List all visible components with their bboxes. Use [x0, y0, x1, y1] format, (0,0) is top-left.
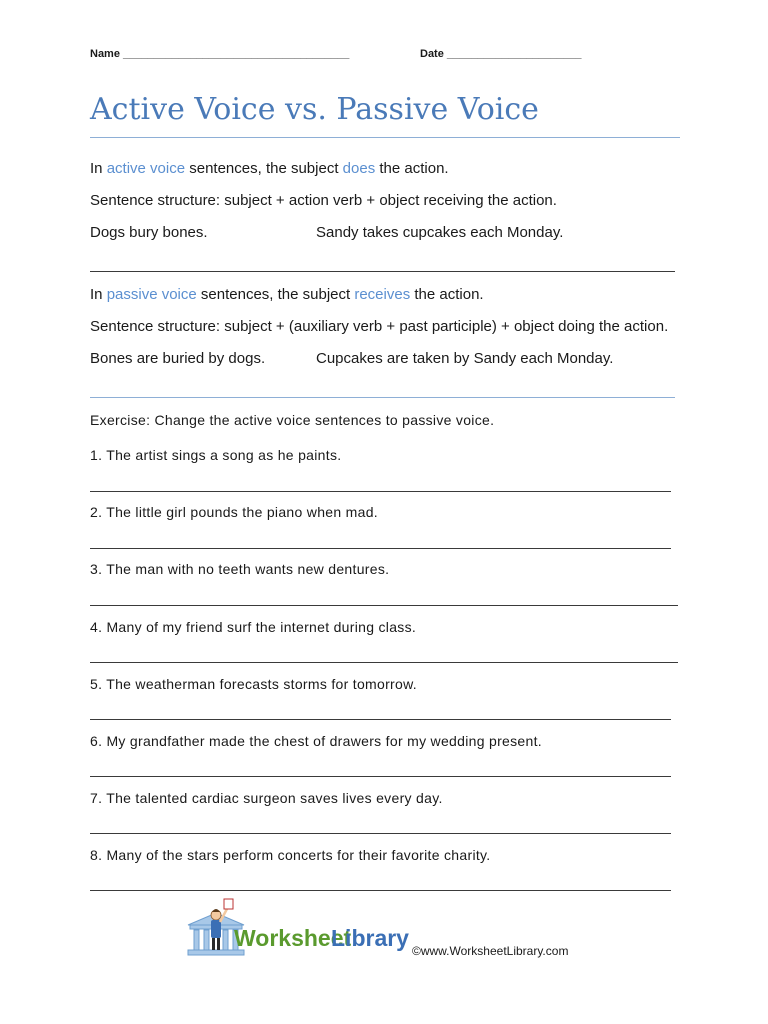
- exercise-item-1: 1. The artist sings a song as he paints.: [90, 447, 342, 463]
- worksheet-library-logo: [186, 895, 416, 960]
- passive-example-2: Cupcakes are taken by Sandy each Monday.: [316, 350, 614, 367]
- active-intro: [90, 160, 449, 177]
- copyright-text: ©www.WorksheetLibrary.com: [412, 944, 569, 958]
- passive-structure: Sentence structure: subject + (auxiliary verb + past participle) + object doing the action.: [90, 318, 669, 335]
- answer-line-1: [90, 491, 671, 492]
- active-examples: [90, 224, 564, 241]
- active-intro-suffix: the action.: [375, 160, 449, 177]
- date-blank: ______________________: [446, 48, 582, 60]
- name-blank: _____________________________________: [123, 48, 350, 60]
- passive-verb: receives: [354, 286, 411, 303]
- answer-line-2: [90, 548, 671, 549]
- answer-line-4: [90, 662, 678, 663]
- passive-term: passive voice: [106, 286, 197, 303]
- passive-intro-mid: sentences, the subject: [196, 286, 355, 303]
- passive-intro: [90, 286, 484, 303]
- title-divider: [90, 137, 680, 138]
- page-title: Active Voice vs. Passive Voice: [90, 92, 539, 127]
- exercise-divider: [90, 397, 675, 398]
- logo-word-library: Library: [331, 925, 409, 951]
- active-term: active voice: [106, 160, 186, 177]
- active-intro-prefix: In: [90, 160, 107, 177]
- section-divider: [90, 271, 675, 272]
- logo-word-worksheet: Worksheet: [234, 925, 352, 951]
- date-field: [420, 48, 582, 60]
- header-fields: [90, 48, 582, 60]
- exercise-item-7: 7. The talented cardiac surgeon saves lives every day.: [90, 790, 443, 806]
- exercise-item-6: 6. My grandfather made the chest of drawers for my wedding present.: [90, 733, 542, 749]
- answer-line-5: [90, 719, 671, 720]
- passive-examples: [90, 350, 614, 367]
- active-structure: Sentence structure: subject + action verb + object receiving the action.: [90, 192, 557, 209]
- answer-line-8: [90, 890, 671, 891]
- exercise-instructions: Exercise: Change the active voice sentences to passive voice.: [90, 412, 495, 428]
- passive-example-1: Bones are buried by dogs.: [90, 350, 266, 367]
- exercise-item-5: 5. The weatherman forecasts storms for tomorrow.: [90, 676, 417, 692]
- active-verb: does: [342, 160, 376, 177]
- answer-line-3: [90, 605, 678, 606]
- active-intro-mid: sentences, the subject: [185, 160, 343, 177]
- name-label: Name: [90, 48, 120, 60]
- exercise-item-4: 4. Many of my friend surf the internet during class.: [90, 619, 417, 635]
- answer-line-7: [90, 833, 671, 834]
- answer-line-6: [90, 776, 671, 777]
- exercise-item-8: 8. Many of the stars perform concerts for their favorite charity.: [90, 847, 491, 863]
- active-example-1: Dogs bury bones.: [90, 224, 208, 241]
- exercise-item-3: 3. The man with no teeth wants new dentures.: [90, 561, 390, 577]
- active-example-2: Sandy takes cupcakes each Monday.: [316, 224, 564, 241]
- date-label: Date: [420, 48, 444, 60]
- logo-graphic: [186, 895, 416, 960]
- passive-intro-suffix: the action.: [410, 286, 484, 303]
- passive-intro-prefix: In: [90, 286, 107, 303]
- exercise-item-2: 2. The little girl pounds the piano when mad.: [90, 504, 378, 520]
